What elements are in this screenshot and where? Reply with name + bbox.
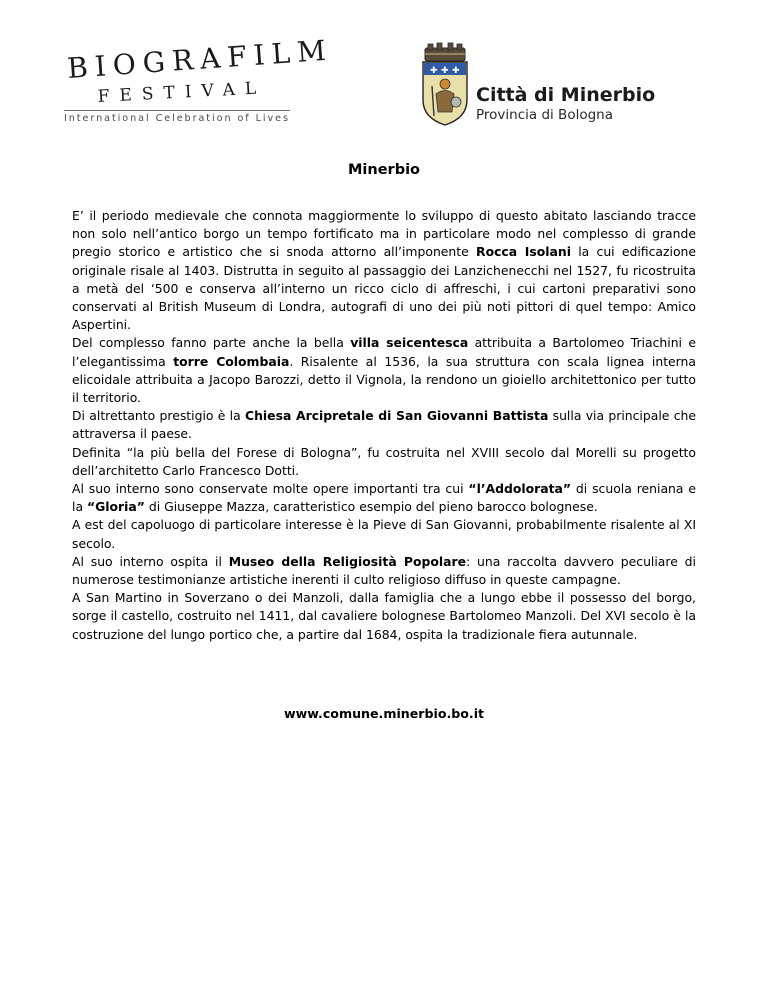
body-text: di Giuseppe Mazza, caratteristico esempio del pieno barocco bolognese. (144, 499, 598, 515)
body-paragraph (72, 516, 696, 552)
body-text: E’ il periodo medievale che connota maggiormente lo sviluppo di questo abitato lasciando tracce non solo nell’antico borgo un tempo fortificato ma in particolare modo nel complesso di grande pregio storico e artistico che si snoda attorno all’imponente (72, 208, 696, 260)
logo-word-biografilm: BIOGRAFILM (66, 33, 334, 85)
body-text: A est del capoluogo di particolare interesse è la Pieve di San Giovanni, probabilmente risalente al XI secolo. (72, 517, 696, 551)
highlighted-term: Museo della Religiosità Popolare (228, 553, 467, 569)
biografilm-wordmark-graphic (62, 33, 334, 110)
coat-of-arms-icon (418, 42, 472, 126)
body-text: la cui edificazione originale risale al 1403. Distrutta in seguito al passaggio dei Lanzichenecchi nel 1527, fu ricostruita a metà del ‘500 e conserva all’interno un ricco ciclo di affreschi, i cui cartoni preparativi sono conservati al British Museum di Londra, autografi di uno dei più noti pittori di quel tempo: Amico Aspertini. (72, 244, 697, 333)
body-paragraph (72, 589, 696, 644)
svg-text:✚: ✚ (430, 66, 438, 76)
body-text: . Risalente al 1536, la sua struttura con scala lignea interna elicoidale attribuita a Jacopo Barozzi, detto il Vignola, la rendono un gioiello architettonico per tutto il territorio. (72, 353, 696, 406)
province-name: Provincia di Bologna (476, 107, 613, 123)
biografilm-festival-logo (62, 33, 334, 132)
body-paragraph (72, 444, 696, 480)
body-text: attribuita a Bartolomeo Triachini e l’elegantissima (72, 335, 697, 369)
body-text: Al suo interno sono conservate molte opere importanti tra cui (72, 481, 469, 497)
city-header (418, 42, 708, 132)
highlighted-term: villa seicentesca (350, 335, 469, 351)
body-text: Di altrettanto prestigio è la (72, 408, 246, 424)
body-paragraph (72, 334, 696, 407)
logo-word-festival: FESTIVAL (97, 78, 267, 107)
document-body (72, 207, 696, 644)
highlighted-term: “l’Addolorata” (468, 481, 572, 497)
body-text: sulla via principale che attraversa il paese. (72, 408, 696, 442)
highlighted-term: torre Colombaia (173, 353, 290, 369)
body-paragraph (72, 407, 696, 443)
highlighted-term: Rocca Isolani (476, 244, 571, 260)
festival-tagline: International Celebration of Lives (64, 110, 290, 124)
body-paragraph (72, 207, 696, 334)
body-paragraph (72, 480, 696, 516)
page-title: Minerbio (347, 162, 421, 178)
body-text: Del complesso fanno parte anche la bella (72, 335, 351, 351)
website-link[interactable]: www.comune.minerbio.bo.it (283, 706, 485, 721)
highlighted-term: “Gloria” (86, 499, 145, 515)
body-paragraph (72, 553, 696, 589)
city-name: Città di Minerbio (476, 84, 656, 106)
body-text: Al suo interno ospita il (72, 553, 229, 569)
svg-text:✚: ✚ (452, 66, 460, 76)
svg-text:✚: ✚ (441, 66, 449, 76)
body-text: : una raccolta davvero peculiare di numerose testimonianze artistiche inerenti il culto religioso diffuso in queste campagne. (72, 553, 696, 588)
body-text: A San Martino in Soverzano o dei Manzoli, dalla famiglia che a lungo ebbe il possesso del borgo, sorge il castello, costruito nel 1411, dal cavaliere bolognese Bartolomeo Manzoli. Del XVI secolo è la costruzione del lungo portico che, a partire dal 1684, ospita la tradizionale fiera autunnale. (72, 590, 696, 642)
body-text: Definita “la più bella del Forese di Bologna”, fu costruita nel XVIII secolo dal Morelli su progetto dell’architetto Carlo Francesco Dotti. (72, 444, 696, 478)
body-text: di scuola reniana e la (72, 481, 697, 515)
highlighted-term: Chiesa Arcipretale di San Giovanni Battista (245, 408, 549, 424)
